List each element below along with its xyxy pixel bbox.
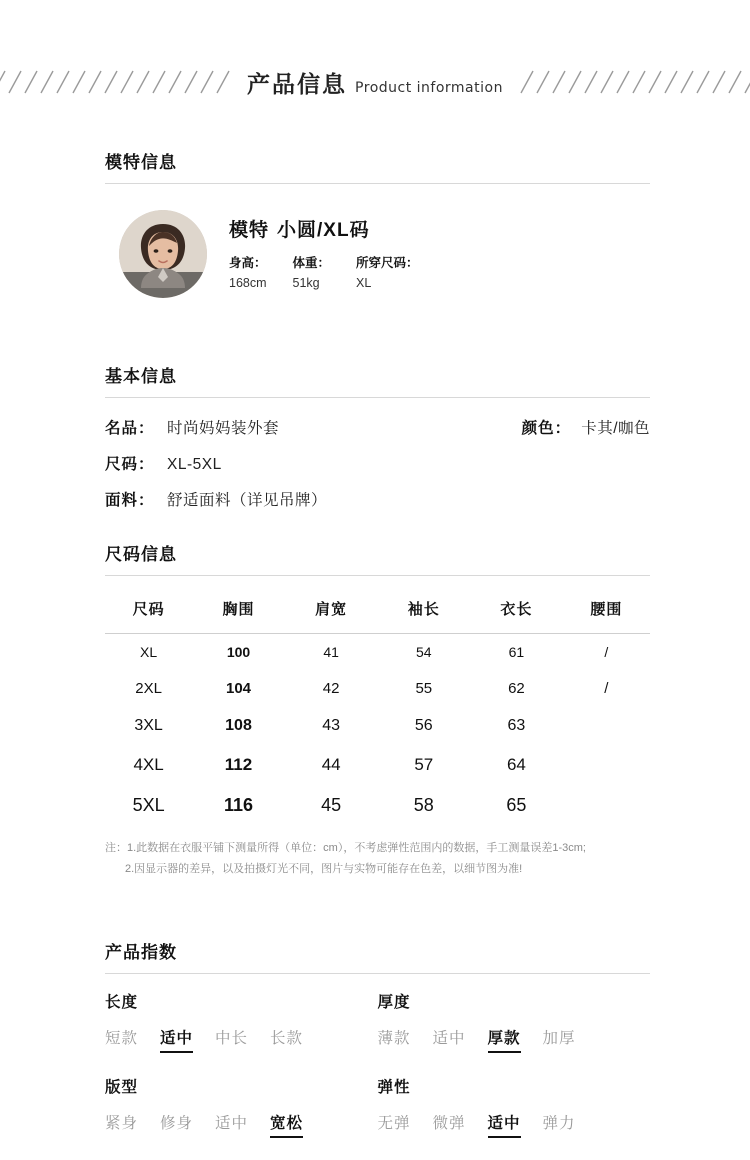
table-header-row: [105, 586, 650, 633]
table-col-size: 尺码: [132, 601, 165, 618]
cell-size: 3XL: [134, 717, 163, 734]
table-row: [105, 785, 650, 826]
table-row: [105, 745, 650, 785]
basic-row-fabric-label: 面料：: [105, 492, 155, 509]
basic-row-name-label: 名品：: [105, 420, 155, 437]
index-option-thickness-1[interactable]: 适中: [432, 1030, 466, 1047]
index-col-right: [378, 990, 651, 1160]
model-spec-size-label: 所穿尺码：: [356, 256, 419, 271]
index-group-fit-title: 版型: [105, 1079, 139, 1096]
cell-length: 64: [506, 755, 526, 774]
cell-waist: [563, 745, 650, 785]
index-group-elasticity-title: 弹性: [377, 1079, 411, 1096]
index-option-elasticity-3[interactable]: 弹力: [542, 1115, 576, 1132]
model-name-value: 小圆/XL码: [277, 220, 370, 242]
avatar: [119, 210, 207, 298]
page-header: [0, 62, 750, 102]
cell-sleeve: 55: [415, 680, 433, 697]
table-col-sleeve: 袖长: [407, 601, 440, 618]
cell-length: 62: [508, 680, 525, 697]
basic-row-fabric-value: 舒适面料（详见吊牌）: [167, 492, 328, 509]
cell-bust: 104: [225, 680, 252, 697]
index-option-length-2[interactable]: 中长: [215, 1030, 249, 1047]
size-table: [105, 586, 650, 633]
cell-sleeve: 54: [416, 644, 432, 660]
index-option-thickness-3[interactable]: 加厚: [542, 1030, 576, 1047]
index-option-thickness-2[interactable]: 厚款: [488, 1026, 521, 1053]
model-info-title: 模特信息: [105, 153, 177, 172]
page-title-cn: 产品信息: [247, 70, 348, 97]
size-info-title: 尺码信息: [105, 545, 177, 564]
basic-row-size-value: XL-5XL: [167, 456, 222, 473]
model-spec-size: [356, 254, 419, 293]
cell-sleeve: 57: [414, 755, 434, 774]
cell-sleeve: 56: [414, 717, 433, 734]
cell-size: 4XL: [133, 755, 164, 774]
model-info-body: [105, 184, 650, 298]
model-spec-weight: [293, 254, 331, 293]
hatch-decoration-left: [0, 69, 233, 95]
cell-shoulder: 41: [323, 644, 339, 660]
model-specs: [229, 254, 419, 293]
model-name-row: [229, 215, 419, 242]
cell-length: 65: [506, 795, 527, 815]
cell-shoulder: 45: [321, 795, 342, 815]
cell-waist: [563, 785, 650, 826]
product-index-grid: [105, 974, 650, 1160]
cell-length: 61: [508, 644, 525, 660]
basic-row-fabric: [105, 488, 650, 510]
basic-row-color-label: 颜色：: [521, 420, 572, 437]
cell-bust: 108: [225, 717, 252, 734]
model-spec-height: [229, 254, 267, 293]
index-col-left: [105, 990, 378, 1160]
page-title: [233, 66, 517, 99]
index-group-length-title: 长度: [105, 994, 139, 1011]
index-option-fit-3[interactable]: 宽松: [270, 1111, 303, 1138]
table-row: [105, 670, 650, 707]
index-option-fit-2[interactable]: 适中: [215, 1115, 249, 1132]
index-group-length-options: [105, 1026, 378, 1053]
index-group-thickness-title: 厚度: [377, 994, 411, 1011]
cell-bust: 116: [223, 795, 254, 815]
index-group-elasticity-options: [378, 1111, 651, 1138]
index-option-elasticity-0[interactable]: 无弹: [377, 1115, 411, 1132]
index-option-elasticity-2[interactable]: 适中: [488, 1111, 521, 1138]
basic-info-title: 基本信息: [105, 367, 177, 386]
cell-sleeve: 58: [413, 795, 434, 815]
basic-row-color-value: 卡其/咖色: [581, 420, 650, 437]
cell-bust: 112: [224, 755, 253, 774]
index-option-thickness-0[interactable]: 薄款: [377, 1030, 411, 1047]
cell-waist: /: [604, 680, 609, 697]
table-col-length: 衣长: [500, 601, 533, 618]
index-option-fit-0[interactable]: 紧身: [105, 1115, 139, 1132]
model-text: [229, 215, 419, 293]
page-title-en: Product information: [355, 79, 503, 96]
model-spec-size-value: XL: [356, 275, 372, 290]
divider: [105, 575, 650, 576]
cell-length: 63: [507, 717, 526, 734]
product-index-title: 产品指数: [105, 943, 177, 962]
cell-waist: [563, 707, 650, 745]
basic-row-size: [105, 452, 650, 474]
cell-shoulder: 42: [322, 680, 340, 697]
model-name-label: 模特: [229, 220, 270, 242]
table-col-bust: 胸围: [222, 601, 255, 618]
basic-info-section: [105, 362, 650, 524]
model-spec-height-value: 168cm: [229, 275, 267, 290]
table-row: [105, 634, 650, 670]
model-spec-weight-label: 体重：: [292, 256, 331, 271]
size-info-section: [105, 540, 650, 880]
cell-size: XL: [140, 644, 158, 660]
basic-row-size-label: 尺码：: [105, 456, 155, 473]
cell-size: 5XL: [132, 795, 165, 815]
model-spec-height-label: 身高：: [229, 256, 267, 271]
size-table-body: [105, 634, 650, 826]
index-option-length-1[interactable]: 适中: [160, 1026, 193, 1053]
index-option-length-0[interactable]: 短款: [105, 1030, 139, 1047]
basic-info-body: [105, 398, 650, 510]
table-col-waist: 腰围: [590, 601, 623, 618]
cell-size: 2XL: [135, 680, 162, 697]
cell-waist: /: [604, 644, 609, 660]
cell-shoulder: 43: [322, 717, 341, 734]
index-group-fit-options: [105, 1111, 378, 1138]
size-notes: [105, 838, 650, 880]
table-col-shoulder: 肩宽: [315, 601, 348, 618]
avatar-portrait-icon: [119, 210, 207, 298]
basic-row-name-value: 时尚妈妈装外套: [167, 420, 280, 437]
index-group-thickness-options: [378, 1026, 651, 1053]
model-info-section: [105, 148, 650, 298]
hatch-decoration-right: [517, 69, 750, 95]
size-note-2: 2.因显示器的差异，以及拍摄灯光不同，图片与实物可能存在色差，以细节图为准!: [125, 862, 523, 875]
cell-bust: 100: [226, 644, 251, 660]
table-row: [105, 707, 650, 745]
basic-row-color: [522, 416, 650, 438]
cell-shoulder: 44: [321, 755, 341, 774]
index-option-elasticity-1[interactable]: 微弹: [432, 1115, 466, 1132]
index-option-fit-1[interactable]: 修身: [160, 1115, 194, 1132]
size-note-1: 注：1.此数据在衣服平铺下测量所得（单位：cm），不考虑弹性范围内的数据，手工测量误差1-3cm;: [105, 842, 586, 854]
model-spec-weight-value: 51kg: [292, 275, 320, 290]
index-option-length-3[interactable]: 长款: [270, 1030, 304, 1047]
product-index-section: [105, 938, 650, 1160]
